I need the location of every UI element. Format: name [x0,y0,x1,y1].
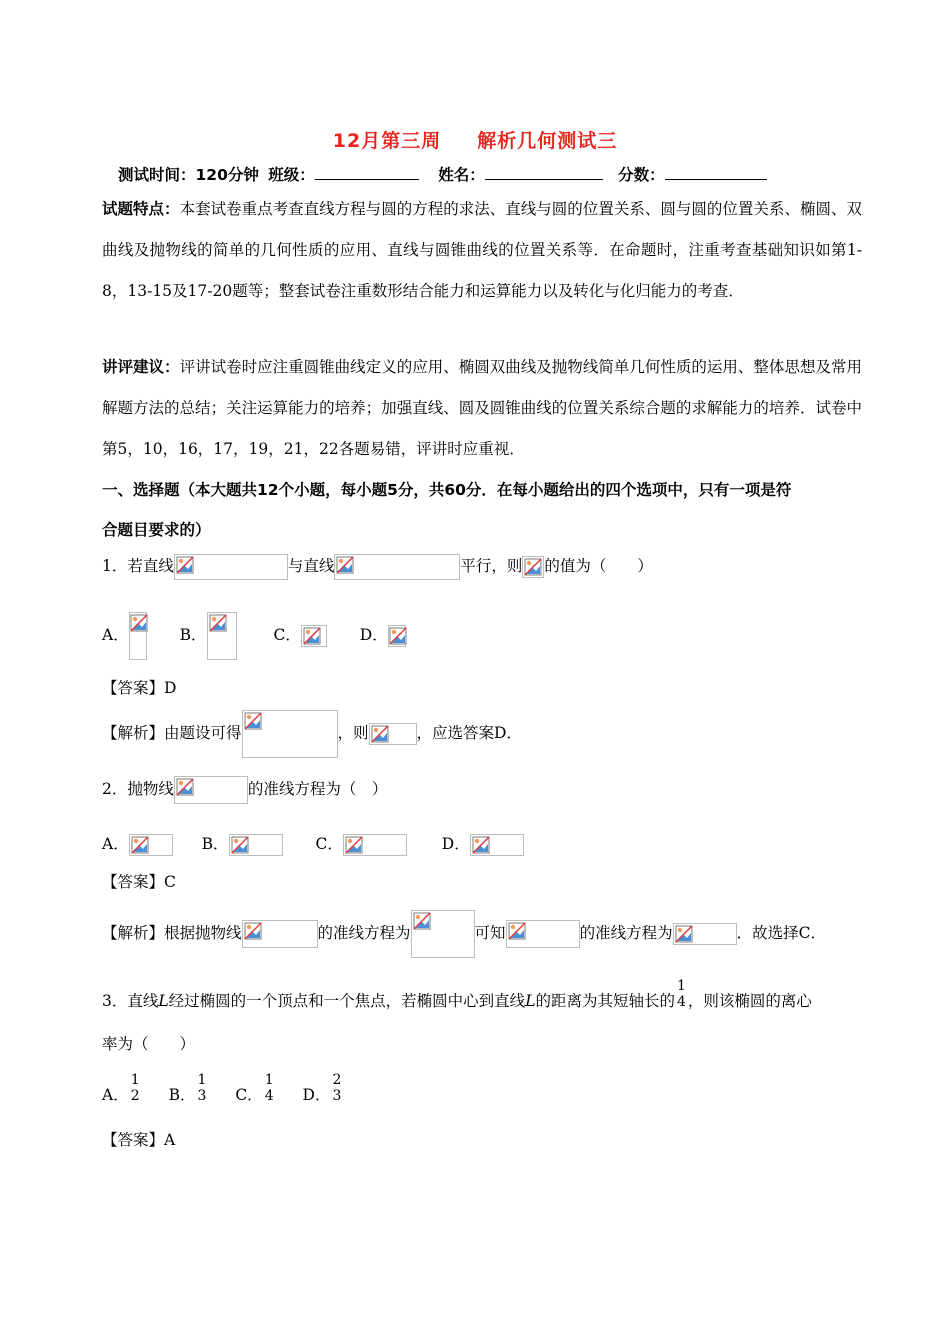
q2-option-a-label: A． [102,835,129,853]
formula-image [129,834,173,856]
broken-image-icon [675,925,693,943]
q2-option-c-label: C． [315,835,343,853]
advice-paragraph [102,347,862,470]
title-test-name: 解析几何测试三 [477,130,618,152]
q1-options [102,612,406,660]
broken-image-icon [345,836,363,854]
broken-image-icon [472,836,490,854]
q3-text-4: ，则该椭圆的离心 [687,992,812,1010]
broken-image-icon [130,614,148,632]
broken-image-icon [413,912,431,930]
name-blank [485,164,603,180]
formula-image [470,834,524,856]
q3-option-a-fraction [131,1072,140,1104]
formula-image [174,776,248,804]
broken-image-icon [176,556,194,574]
q1-answer: 【答案】D [102,679,177,697]
time-value: 120分钟 [195,166,259,184]
q3-options [102,1072,343,1112]
q3-option-c-num: 1 [264,1072,274,1088]
class-blank [315,164,419,180]
broken-image-icon [244,712,262,730]
broken-image-icon [176,778,194,796]
q1-text-4: 的值为（ ） [544,557,653,575]
formula-image [343,834,407,856]
question-2 [102,776,387,804]
q3-option-a-num: 1 [130,1072,140,1088]
q2-analysis-text-1: 根据抛物线 [164,924,242,942]
broken-image-icon [508,922,526,940]
q3-text-2: 经过椭圆的一个顶点和一个焦点，若椭圆中心到直线 [168,992,526,1010]
q1-option-c-label: C． [273,626,301,644]
q3-option-d-label: D． [302,1086,331,1104]
features-paragraph [102,189,862,312]
formula-image [242,920,318,948]
q2-analysis-text-2: 的准线方程为 [317,924,411,942]
formula-image [673,923,737,945]
page-title [0,126,950,153]
broken-image-icon [231,836,249,854]
q3-line2: 率为（ ） [102,1035,196,1053]
formula-image [174,554,288,580]
q3-option-a-den: 2 [130,1088,140,1104]
q3-option-b-den: 3 [197,1088,207,1104]
q2-option-d-label: D． [441,835,470,853]
broken-image-icon [303,627,321,645]
formula-image [334,554,460,580]
q1-text-2: 与直线 [287,557,335,575]
section-heading-line1: 一、选择题（本大题共12个小题，每小题5分，共60分．在每小题给出的四个选项中，只有一项是符 [102,481,792,499]
q3-option-b-fraction [197,1072,206,1104]
q2-analysis [102,910,826,958]
q2-text-2: 的准线方程为（ ） [247,780,388,798]
q1-option-d-label: D． [359,626,388,644]
broken-image-icon [131,836,149,854]
name-label: 姓名： [438,166,485,184]
broken-image-icon [209,614,227,632]
features-label: 试题特点： [102,200,180,218]
q3-option-d-den: 3 [332,1088,342,1104]
q3-option-c-label: C． [235,1086,263,1104]
q2-analysis-text-5: ．故选择C． [736,924,826,942]
broken-image-icon [244,922,262,940]
advice-text: 评讲试卷时应注重圆锥曲线定义的应用、椭圆双曲线及抛物线简单几何性质的运用、整体思想及常用解题方法的总结；关注运算能力的培养；加强直线、圆及圆锥曲线的位置关系综合题的求解能力的培养．试卷中第5，10，16，17，19，21，22各题易错，评讲时应重视． [102,358,862,458]
q1-analysis-text-3: ，应选答案D． [416,724,522,742]
q3-text-1: 3．直线 [102,992,159,1010]
formula-image [369,723,417,745]
q3-fraction [677,978,686,1010]
q3-option-c-den: 4 [264,1088,274,1104]
formula-image [388,625,406,647]
q2-options [102,832,524,856]
score-blank [665,164,767,180]
q1-analysis [102,710,522,758]
features-text: 本套试卷重点考查直线方程与圆的方程的求法、直线与圆的位置关系、圆与圆的位置关系、椭圆、双曲线及抛物线的简单的几何性质的应用、直线与圆锥曲线的位置关系等．在命题时，注重考查基础知识如第1-8，13-15及17-20题等；整套试卷注重数形结合能力和运算能力以及转化与化归能力的考查． [102,200,862,300]
q1-analysis-label: 【解析】 [102,724,165,742]
q3-option-b-label: B． [168,1086,196,1104]
q2-analysis-text-3: 可知 [474,924,506,942]
q3-option-b-num: 1 [197,1072,207,1088]
q1-analysis-text-2: ，则 [337,724,369,742]
broken-image-icon [389,627,407,645]
broken-image-icon [371,725,389,743]
q3-fraction-numerator: 1 [677,978,686,994]
q2-option-b-label: B． [201,835,229,853]
broken-image-icon [524,558,542,576]
score-label: 分数： [618,166,665,184]
q3-text-3: 的距离为其短轴长的 [535,992,675,1010]
q2-analysis-text-4: 的准线方程为 [579,924,673,942]
class-label: 班级： [268,166,315,184]
formula-image [411,910,475,958]
q3-fraction-denominator: 4 [677,994,686,1010]
question-1 [102,554,653,580]
broken-image-icon [336,556,354,574]
q1-option-a-label: A． [102,626,129,644]
q1-option-b-label: B． [179,626,207,644]
time-label: 测试时间： [118,166,196,184]
section-heading-line2: 合题目要求的） [102,521,211,539]
q3-answer: 【答案】A [102,1131,176,1149]
formula-image [301,625,327,647]
q1-text-1: 1．若直线 [102,557,174,575]
q3-option-d-fraction [332,1072,341,1104]
formula-image [522,556,544,578]
formula-image [207,612,237,660]
q3-option-d-num: 2 [332,1072,342,1088]
formula-image [242,710,338,758]
q3-option-c-fraction [265,1072,274,1104]
q2-answer: 【答案】C [102,873,176,891]
title-week: 12月第三周 [332,130,442,152]
q2-text-1: 2．抛物线 [102,780,174,798]
q3-line-variable-2: L [525,992,536,1010]
q2-analysis-label: 【解析】 [102,924,165,942]
formula-image [129,612,147,660]
formula-image [506,920,580,948]
q1-analysis-text-1: 由题设可得 [164,724,242,742]
q1-text-3: 平行，则 [460,557,523,575]
q3-option-a-label: A． [102,1086,129,1104]
q3-line-variable: L [158,992,169,1010]
formula-image [229,834,283,856]
question-3 [102,978,812,1018]
test-info-line [118,163,767,185]
advice-label: 讲评建议： [102,358,180,376]
